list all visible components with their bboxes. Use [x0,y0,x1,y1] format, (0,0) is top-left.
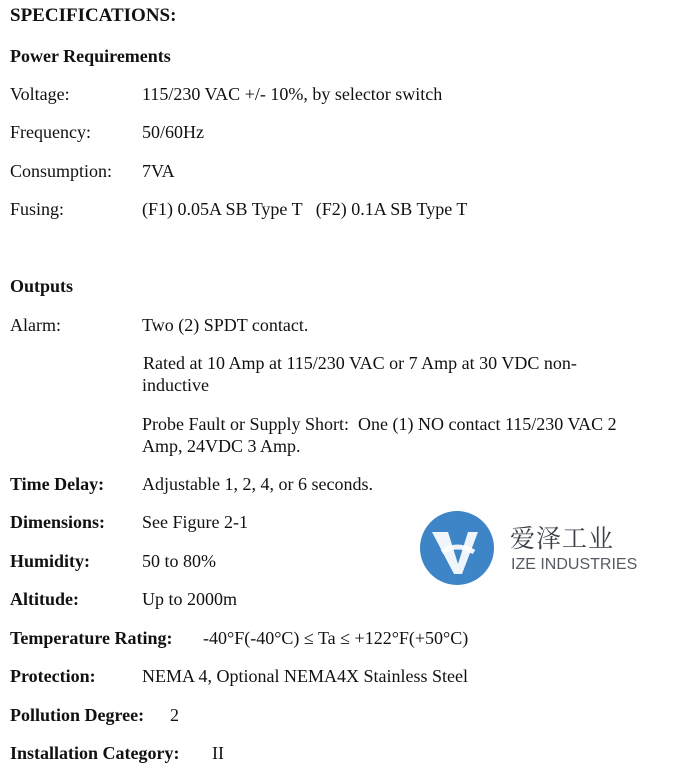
watermark-text-cn: 爱泽工业 [510,524,615,553]
temperature-rating-value: -40°F(-40°C) ≤ Ta ≤ +122°F(+50°C) [203,628,469,648]
humidity-value: 50 to 80% [142,551,216,571]
watermark-text-en: IZE INDUSTRIES [511,556,638,573]
page-title: SPECIFICATIONS: [10,5,177,26]
installation-category-value: II [212,743,224,763]
voltage-label: Voltage: [10,84,70,104]
alarm-rating-line-1: Rated at 10 Amp at 115/230 VAC or 7 Amp at 30 VDC non- [143,353,577,373]
alarm-contact-text: Two (2) SPDT contact. [142,315,309,335]
pollution-degree-value: 2 [170,705,179,725]
probe-fault-line-2: Amp, 24VDC 3 Amp. [142,436,301,456]
installation-category-label: Installation Category: [10,743,180,763]
altitude-value: Up to 2000m [142,589,238,609]
voltage-value: 115/230 VAC +/- 10%, by selector switch [142,84,443,104]
dimensions-label: Dimensions: [10,512,106,532]
alarm-label: Alarm: [10,315,61,335]
probe-fault-line-1: Probe Fault or Supply Short: One (1) NO contact 115/230 VAC 2 [142,414,617,434]
ize-logo-icon [418,508,498,588]
pollution-degree-label: Pollution Degree: [10,705,145,725]
outputs-heading: Outputs [10,276,74,296]
dimensions-value: See Figure 2-1 [142,512,248,532]
watermark-logo [418,508,658,588]
time-delay-value: Adjustable 1, 2, 4, or 6 seconds. [142,474,373,494]
frequency-label: Frequency: [10,122,91,142]
altitude-label: Altitude: [10,589,79,609]
consumption-label: Consumption: [10,161,113,181]
consumption-value: 7VA [142,161,175,181]
temperature-rating-label: Temperature Rating: [10,628,173,648]
frequency-value: 50/60Hz [142,122,204,142]
fusing-value: (F1) 0.05A SB Type T (F2) 0.1A SB Type T [142,199,468,219]
fusing-label: Fusing: [10,199,65,219]
alarm-rating-line-2: inductive [142,375,209,395]
protection-label: Protection: [10,666,96,686]
power-requirements-heading: Power Requirements [10,46,171,66]
humidity-label: Humidity: [10,551,91,571]
time-delay-label: Time Delay: [10,474,105,494]
protection-value: NEMA 4, Optional NEMA4X Stainless Steel [142,666,468,686]
